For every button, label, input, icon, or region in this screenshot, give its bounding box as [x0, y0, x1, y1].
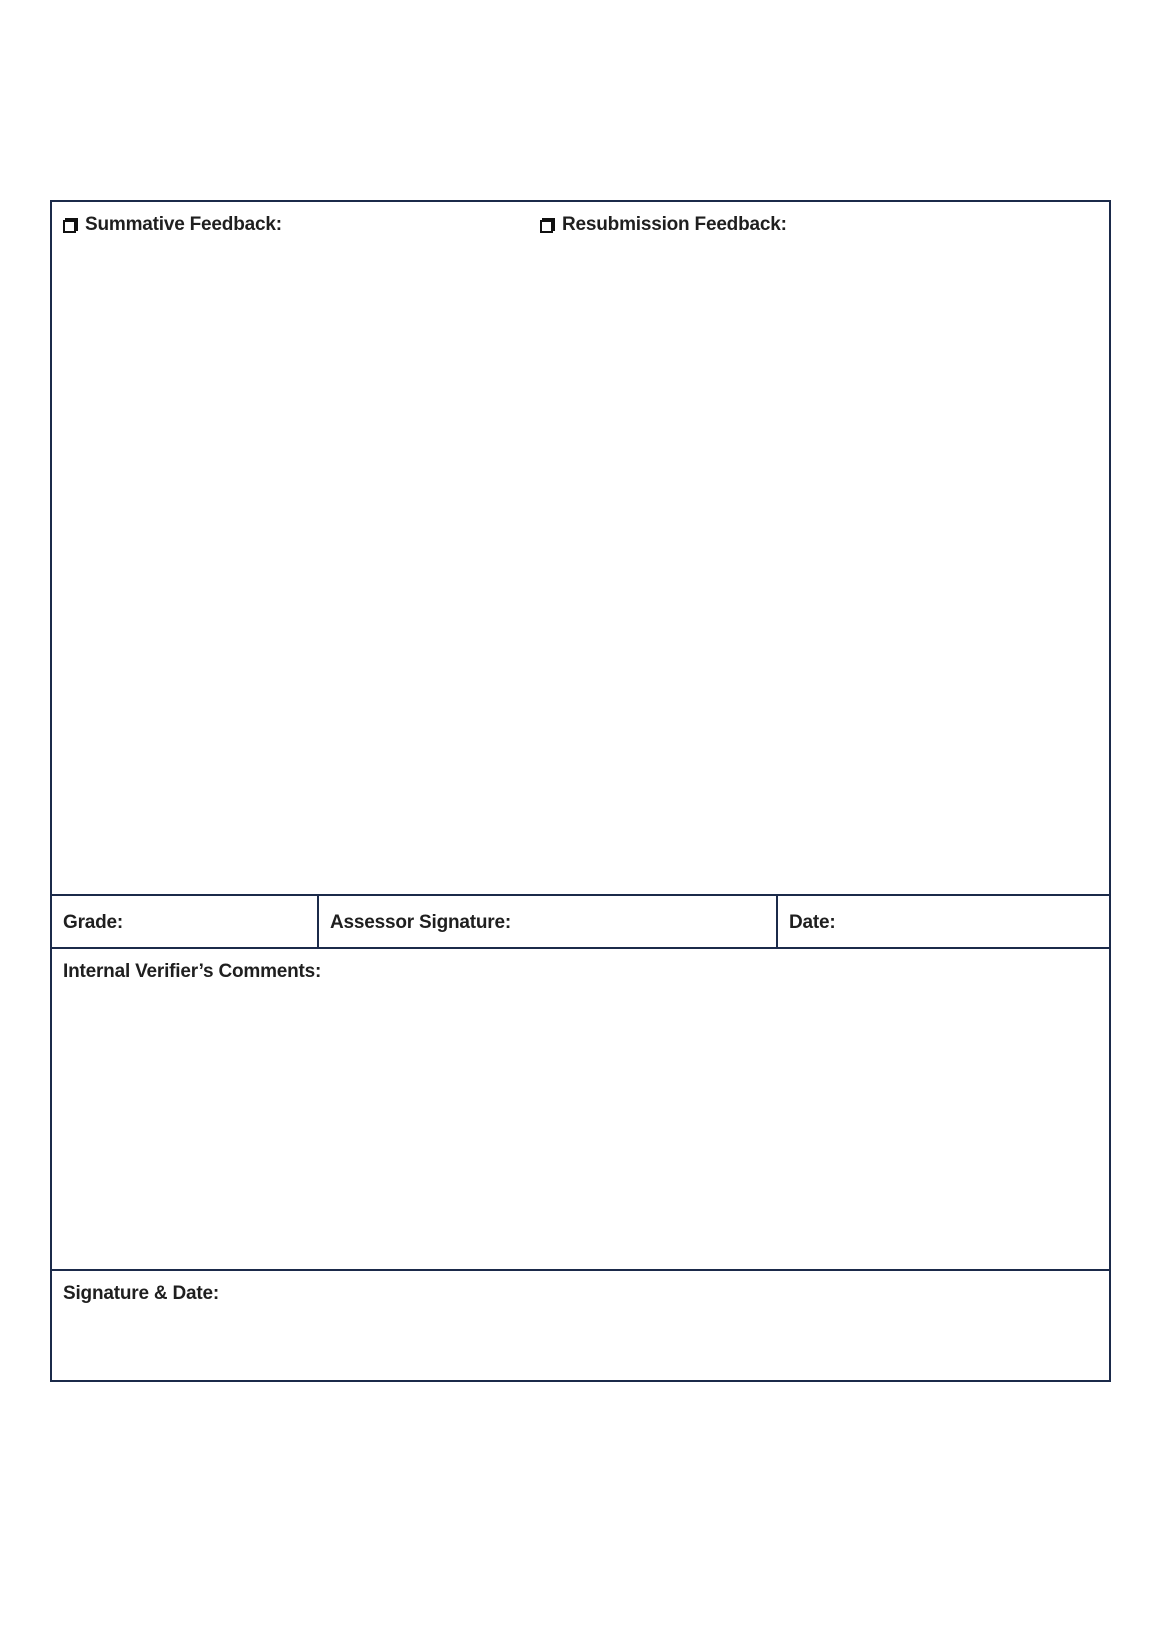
resubmission-checkbox-icon[interactable] — [540, 220, 553, 233]
date-label: Date: — [789, 912, 836, 933]
summative-feedback-option[interactable] — [63, 214, 282, 236]
assessment-feedback-form — [50, 200, 1111, 1382]
grade-label: Grade: — [63, 912, 124, 933]
grade-cell[interactable] — [52, 896, 319, 947]
resubmission-feedback-option[interactable] — [540, 214, 787, 236]
internal-verifier-section[interactable] — [52, 949, 1109, 1271]
summative-feedback-label: Summative Feedback: — [85, 214, 282, 235]
signature-section[interactable] — [52, 1271, 1109, 1380]
summative-checkbox-icon[interactable] — [63, 220, 76, 233]
date-cell[interactable] — [778, 896, 1109, 947]
internal-verifier-comments-label: Internal Verifier’s Comments: — [63, 961, 322, 982]
assessor-signature-cell[interactable] — [319, 896, 778, 947]
signature-date-label: Signature & Date: — [63, 1283, 220, 1304]
resubmission-feedback-label: Resubmission Feedback: — [562, 214, 787, 235]
grade-row — [52, 896, 1109, 949]
feedback-section — [52, 202, 1109, 896]
assessor-signature-label: Assessor Signature: — [330, 912, 511, 933]
